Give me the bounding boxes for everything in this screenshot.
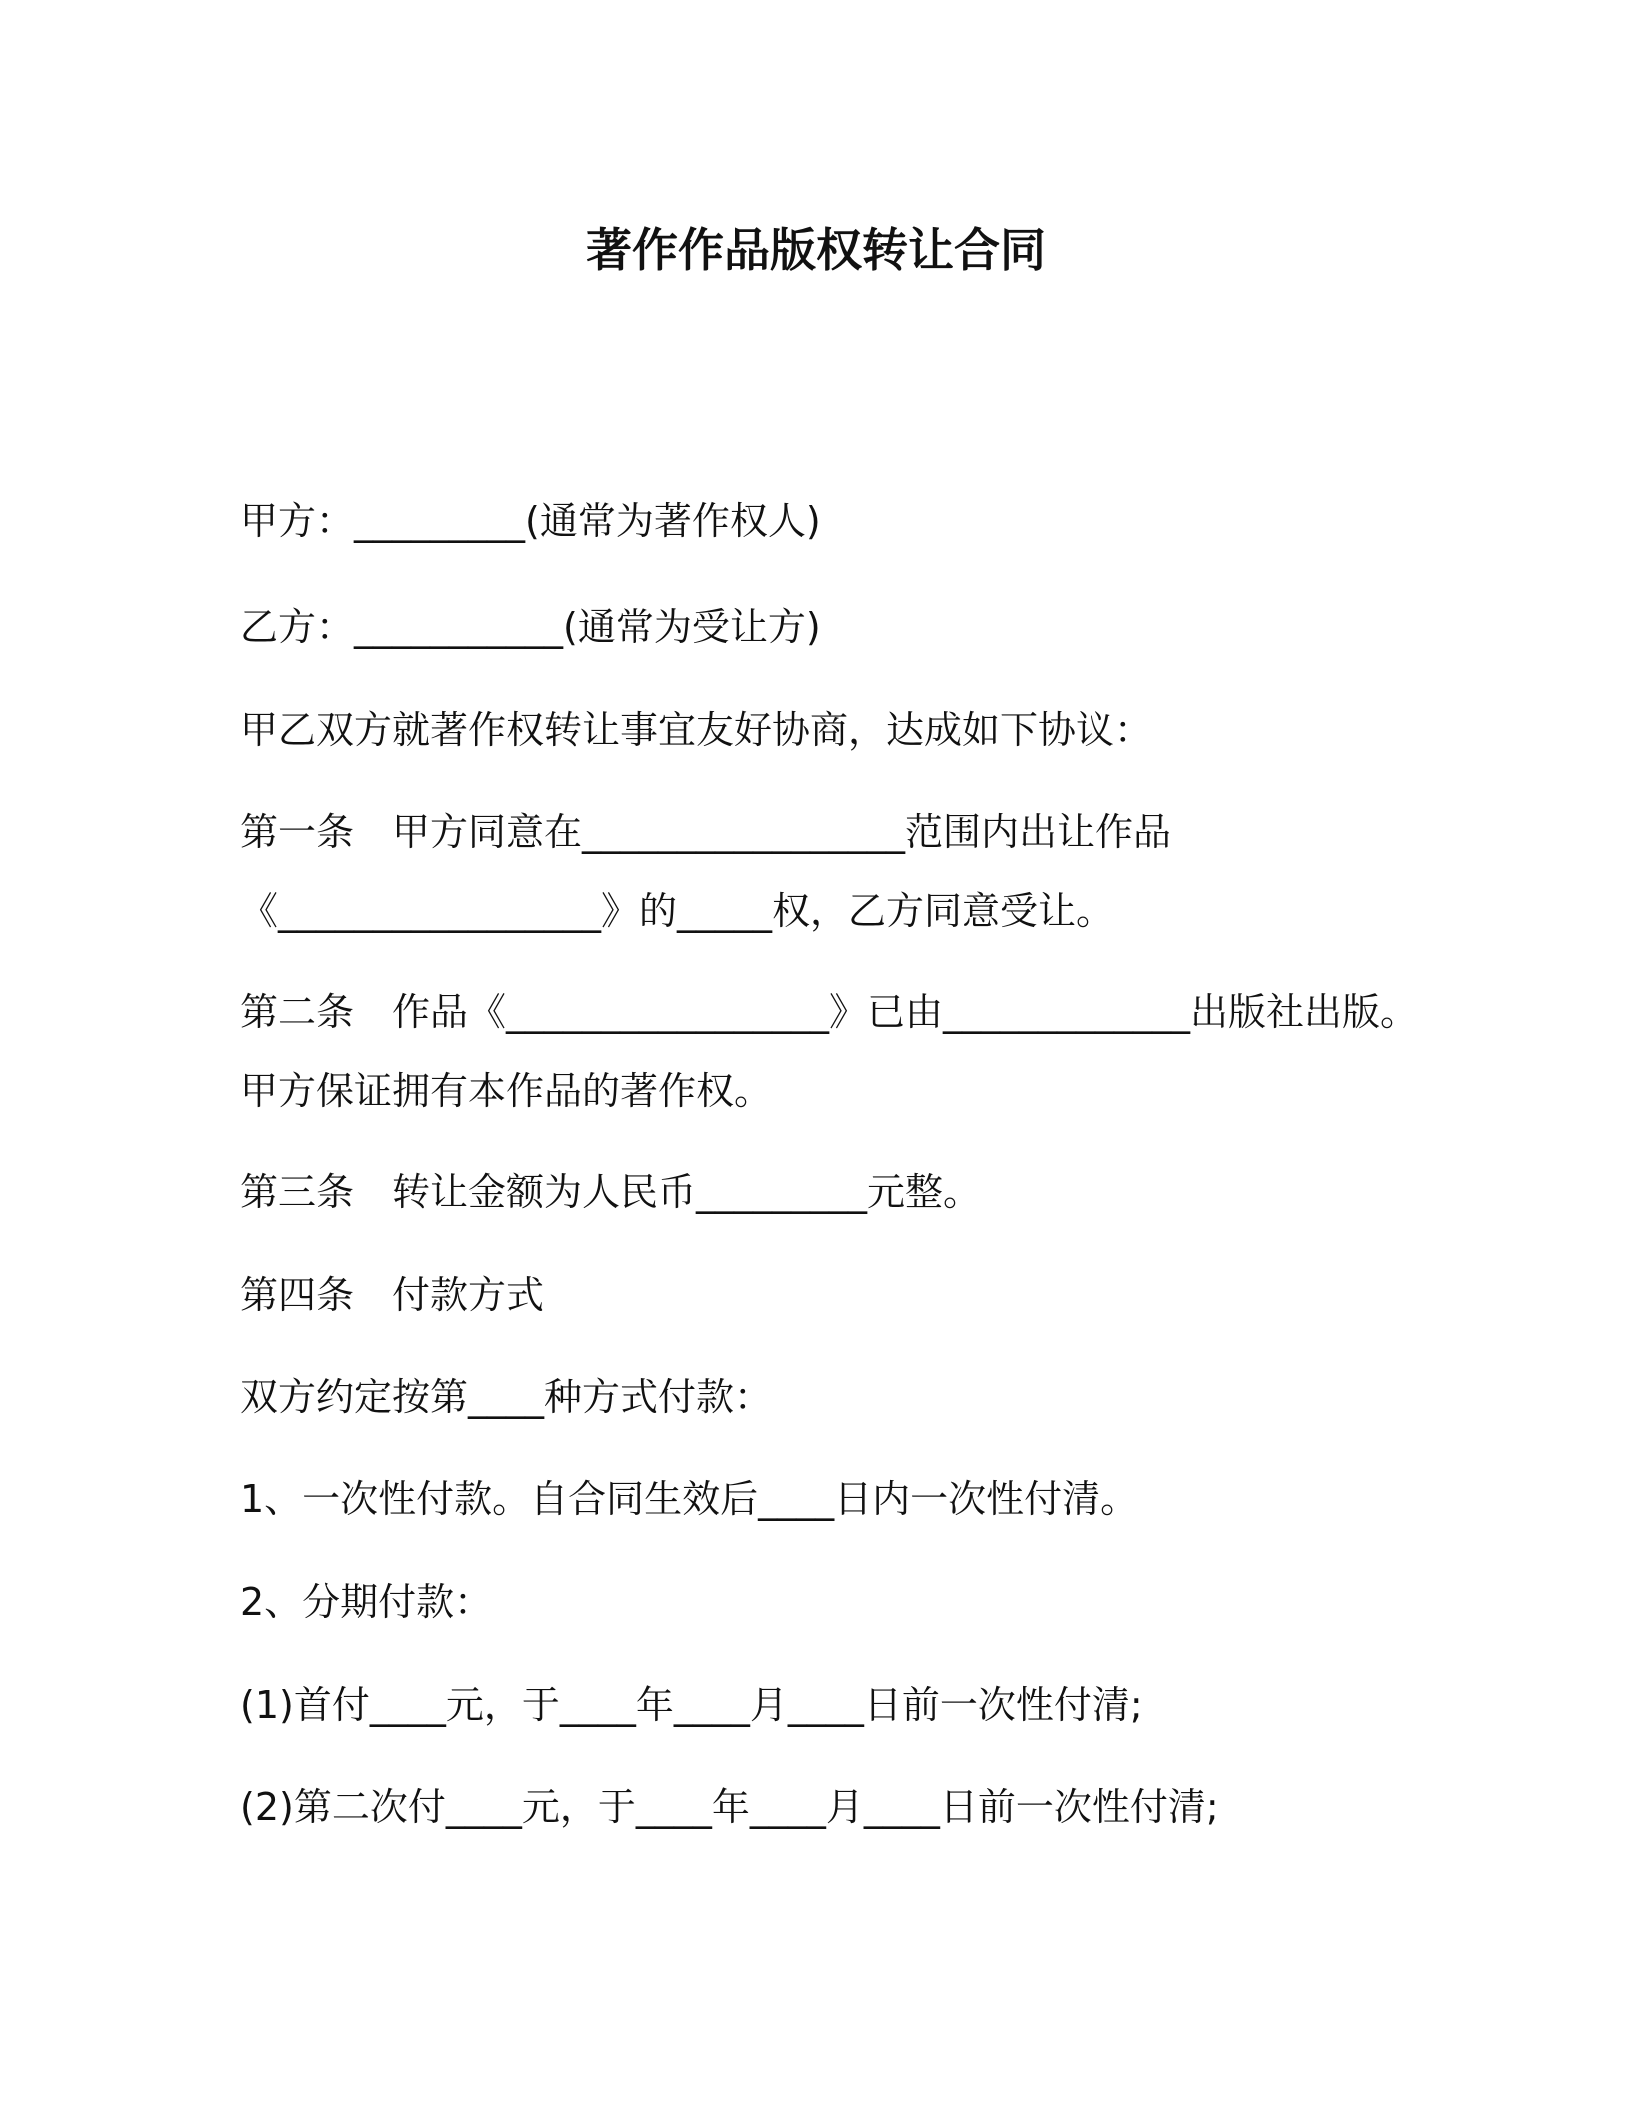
party-b-line: 乙方：___________(通常为受让方): [240, 605, 821, 649]
article-2-line-2: 甲方保证拥有本作品的著作权。: [240, 1069, 773, 1113]
payment-option-2: 2、分期付款：: [240, 1580, 493, 1624]
document-title: 著作作品版权转让合同: [586, 223, 1046, 277]
article-2-line-1: 第二条 作品《_________________》已由_____________出版社出版。: [240, 990, 1419, 1034]
article-1-line-1: 第一条 甲方同意在_________________范围内出让作品: [240, 810, 1172, 854]
party-a-line: 甲方：_________(通常为著作权人): [240, 499, 821, 543]
payment-option-1: 1、一次性付款。自合同生效后____日内一次性付清。: [240, 1477, 1139, 1521]
article-3-line: 第三条 转让金额为人民币_________元整。: [240, 1170, 982, 1214]
installment-2: (2)第二次付____元，于____年____月____日前一次性付清;: [240, 1785, 1219, 1829]
article-1-line-2: 《_________________》的_____权，乙方同意受让。: [240, 889, 1115, 933]
agreement-intro: 甲乙双方就著作权转让事宜友好协商，达成如下协议：: [240, 708, 1153, 752]
payment-method-line: 双方约定按第____种方式付款：: [240, 1375, 773, 1419]
installment-1: (1)首付____元，于____年____月____日前一次性付清;: [240, 1683, 1143, 1727]
article-4-heading: 第四条 付款方式: [240, 1273, 545, 1317]
